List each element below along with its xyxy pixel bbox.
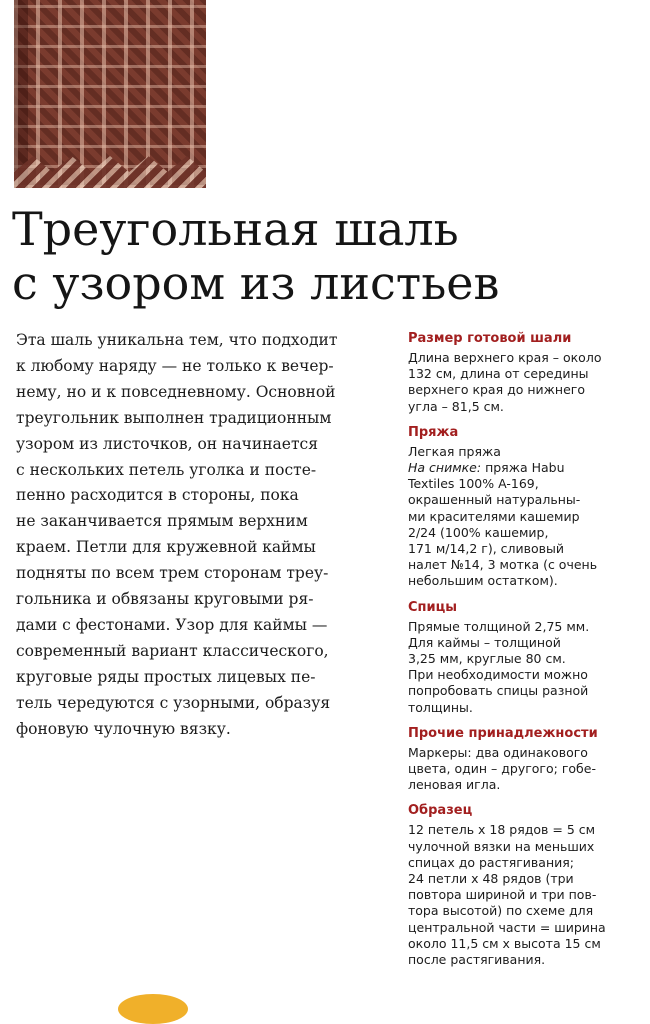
intro-line: дами с фестонами. Узор для каймы —	[16, 615, 328, 634]
intro-line: треугольник выполнен традиционным	[16, 408, 332, 427]
intro-line: к любому наряду — не только к вечер-	[16, 356, 334, 375]
yarn-photo-note	[408, 460, 640, 476]
intro-line: с нескольких петель уголка и посте-	[16, 460, 317, 479]
intro-line: гольника и обвязаны круговыми ря-	[16, 590, 314, 609]
intro-line: современный вариант классического,	[16, 641, 329, 660]
photo-shadow	[14, 0, 28, 188]
yarn-section	[408, 425, 640, 590]
intro-line: круговые ряды простых лицевых пе-	[16, 667, 316, 686]
intro-line: узором из листочков, он начинается	[16, 434, 318, 453]
gauge-line: 12 петель х 18 рядов = 5 см	[408, 822, 596, 838]
gauge-line: после растягивания.	[408, 952, 546, 968]
yarn-weight: Легкая пряжа	[408, 443, 501, 459]
gauge-line: чулочной вязки на меньших	[408, 838, 595, 854]
gauge-line: около 11,5 см х высота 15 см	[408, 935, 601, 951]
needles-line: При необходимости можно	[408, 667, 588, 683]
shawl-photo	[14, 0, 206, 188]
needles-line: Прямые толщиной 2,75 мм.	[408, 618, 590, 634]
yarn-heading: Пряжа	[408, 424, 459, 440]
yarn-line: 171 м/14,2 г), сливовый	[408, 541, 565, 557]
size-line: Длина верхнего края – около	[408, 350, 602, 365]
gauge-line: центральной части = ширина	[408, 919, 606, 935]
lace-border	[14, 148, 206, 188]
article-title	[12, 202, 632, 310]
intro-line: фоновую чулочную вязку.	[16, 719, 231, 738]
notions-heading: Прочие принадлежности	[408, 725, 598, 741]
yarn-line: окрашенный натуральны-	[408, 492, 581, 508]
gauge-line: 24 петли х 48 рядов (три	[408, 871, 574, 887]
notions-line: Маркеры: два одинакового	[408, 744, 588, 760]
intro-line: краем. Петли для кружевной каймы	[16, 538, 316, 557]
decorative-blob	[118, 994, 188, 1024]
intro-line: нему, но и к повседневному. Основной	[16, 382, 336, 401]
intro-text	[16, 328, 386, 743]
size-line: верхнего края до нижнего	[408, 382, 585, 398]
notions-line: леновая игла.	[408, 777, 501, 793]
needles-line: Для каймы – толщиной	[408, 634, 561, 650]
yarn-line: 2/24 (100% кашемир,	[408, 524, 549, 540]
intro-line: не заканчивается прямым верхним	[16, 512, 308, 531]
intro-line: подняты по всем трем сторонам треу-	[16, 564, 329, 583]
intro-line: Эта шаль уникальна тем, что подходит	[16, 331, 338, 349]
needles-line: 3,25 мм, круглые 80 см.	[408, 651, 566, 667]
needles-line: попробовать спицы разной	[408, 683, 589, 699]
notions-line: цвета, один – другого; гобе-	[408, 761, 596, 777]
intro-line: пенно расходится в стороны, пока	[16, 486, 299, 505]
gauge-line: повтора шириной и три пов-	[408, 887, 597, 903]
needles-line: толщины.	[408, 699, 473, 715]
gauge-line: тора высотой) по схеме для	[408, 903, 594, 919]
needles-heading: Спицы	[408, 599, 458, 615]
yarn-line: небольшим остатком).	[408, 573, 558, 589]
yarn-line: Textiles 100% A-169,	[408, 476, 539, 492]
size-line: 132 см, длина от середины	[408, 366, 589, 382]
size-heading: Размер готовой шали	[408, 331, 572, 346]
yarn-line: ми красителями кашемир	[408, 508, 580, 524]
specs-sidebar	[408, 331, 640, 978]
gauge-section	[408, 803, 640, 968]
notions-section	[408, 726, 640, 794]
size-line: угла – 81,5 см.	[408, 398, 504, 414]
size-section	[408, 331, 640, 415]
photo-label: На снимке:	[408, 460, 482, 476]
gauge-heading: Образец	[408, 803, 473, 819]
title-line-1: Треугольная шаль	[12, 202, 459, 256]
needles-section	[408, 600, 640, 716]
photo-label-rest: пряжа Habu	[481, 460, 565, 476]
intro-line: тель чередуются с узорными, образуя	[16, 693, 331, 712]
title-line-2: с узором из листьев	[12, 256, 500, 310]
yarn-line: налет №14, 3 мотка (с очень	[408, 557, 598, 573]
gauge-line: спицах до растягивания;	[408, 854, 574, 870]
